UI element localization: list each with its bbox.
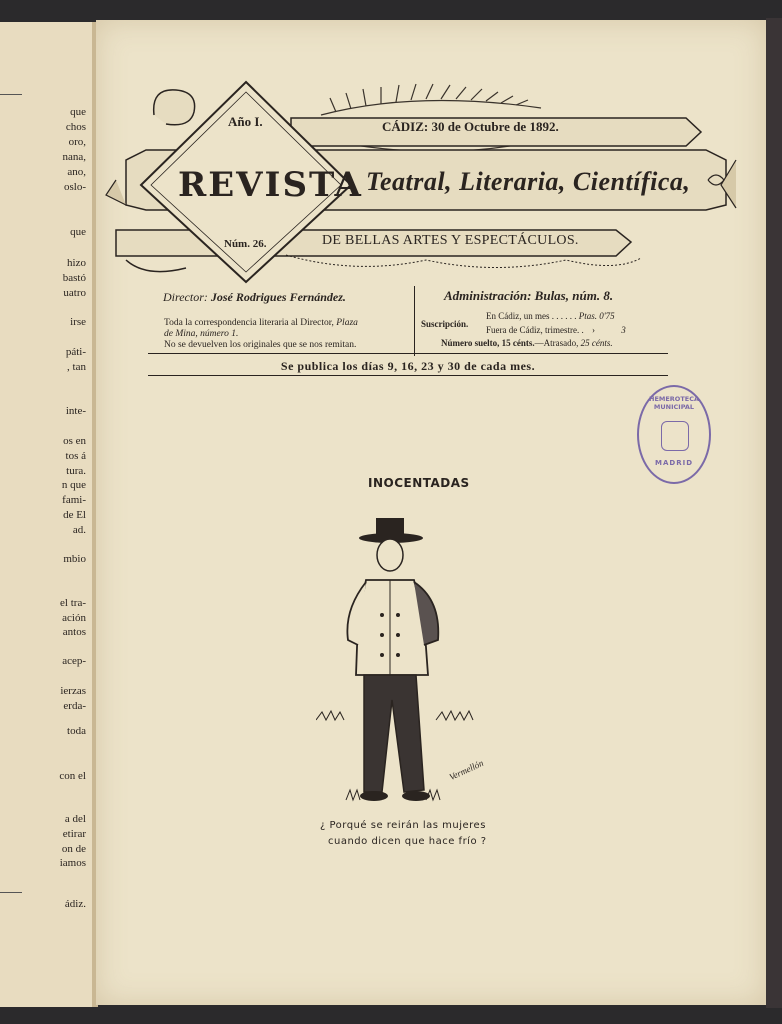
publication-schedule: Se publica los días 9, 16, 23 y 30 de cada mes. — [280, 359, 536, 373]
left-page-line: chos — [65, 121, 86, 133]
subscription-cadiz: En Cádiz, un mes . . . . . . Ptas. 0'75 — [486, 311, 615, 321]
masthead-ornament — [96, 20, 766, 300]
left-page-line: iamos — [59, 857, 86, 869]
left-page-line: on de — [61, 843, 86, 855]
caption-line-1: ¿ Porqué se reirán las mujeres — [320, 820, 486, 831]
stamp-top-text: HEMEROTECA MUNICIPAL — [649, 395, 699, 411]
issue-year: Año I. — [228, 114, 263, 129]
left-page-line: ano, — [67, 166, 86, 178]
left-page-line: erda- — [63, 700, 86, 712]
left-page-line: oro, — [68, 136, 86, 148]
left-page-line: os en — [63, 435, 86, 447]
left-page-line: uatro — [63, 287, 86, 299]
left-page-line: etirar — [62, 828, 86, 840]
left-page-rule — [0, 94, 22, 95]
left-page-line: mbio — [63, 553, 86, 565]
header-rule — [148, 375, 668, 376]
masthead-title: REVISTA — [178, 165, 363, 205]
left-page-line: ad. — [72, 524, 86, 536]
left-page-line: hizo — [67, 257, 86, 269]
illustration-title: INOCENTADAS — [368, 476, 470, 490]
left-page-line: bastó — [62, 272, 86, 284]
subscription-outside: Fuera de Cádiz, trimestre. . › 3 — [486, 325, 626, 335]
info-divider — [414, 286, 415, 356]
garland — [286, 255, 641, 268]
administration-line: Administración: Bulas, núm. 8. — [444, 288, 614, 303]
left-page-line: el tra- — [60, 597, 86, 609]
masthead-subtitle: Teatral, Literaria, Científica, — [366, 167, 691, 196]
left-page-line: irse — [70, 316, 86, 328]
left-page-line: páti- — [65, 346, 86, 358]
left-page-line: n que — [61, 479, 86, 491]
coat-of-arms-icon — [661, 421, 689, 451]
caption-line-2: cuando dicen que hace frío ? — [328, 836, 487, 847]
subscription-label: Suscripción. — [421, 319, 469, 329]
left-page-rule — [0, 892, 22, 893]
scroll-curl — [154, 90, 195, 125]
library-stamp — [637, 385, 711, 484]
director-line — [163, 290, 346, 305]
header-rule — [148, 353, 668, 354]
page-edge — [766, 18, 782, 1008]
left-page-line: fami- — [62, 494, 86, 506]
left-page — [0, 22, 93, 1007]
left-page-line: ádiz. — [64, 898, 86, 910]
left-page-line: que — [70, 226, 86, 238]
stamp-bottom-text: MADRID — [655, 459, 693, 467]
left-page-line: de El — [63, 509, 86, 521]
issue-number: Núm. 26. — [224, 238, 267, 250]
left-page-line: a del — [64, 813, 86, 825]
left-page-line: , tan — [67, 361, 86, 373]
issue-date: CÁDIZ: 30 de Octubre de 1892. — [382, 119, 559, 134]
left-page-line: ierzas — [60, 685, 86, 697]
artist-signature: Vermellón — [447, 757, 485, 783]
director-label: Director: — [163, 290, 208, 304]
left-page-line: que — [70, 106, 86, 118]
right-page — [96, 20, 766, 1005]
left-page-line: con el — [59, 770, 86, 782]
correspondence-note: Toda la correspondencia literaria al Director, Plaza de Mina, número 1. No se devuelven los originales que se nos remitan. — [164, 318, 358, 350]
left-page-line: acep- — [62, 655, 86, 667]
left-page-line: tos á — [65, 450, 86, 462]
left-page-line: tura. — [66, 465, 86, 477]
director-name: José Rodrigues Fernández. — [210, 290, 346, 304]
single-issue-price: Número suelto, 15 cénts.—Atrasado, 25 cénts. — [441, 338, 613, 348]
left-page-line: inte- — [65, 405, 86, 417]
masthead-subtitle-2: DE BELLAS ARTES Y ESPECTÁCULOS. — [322, 233, 579, 248]
left-page-line: oslo- — [64, 181, 86, 193]
left-page-line: toda — [67, 725, 86, 737]
left-page-line: nana, — [62, 151, 86, 163]
left-page-line: antos — [62, 626, 86, 638]
left-page-line: ación — [62, 612, 86, 624]
man-illustration — [316, 500, 516, 830]
